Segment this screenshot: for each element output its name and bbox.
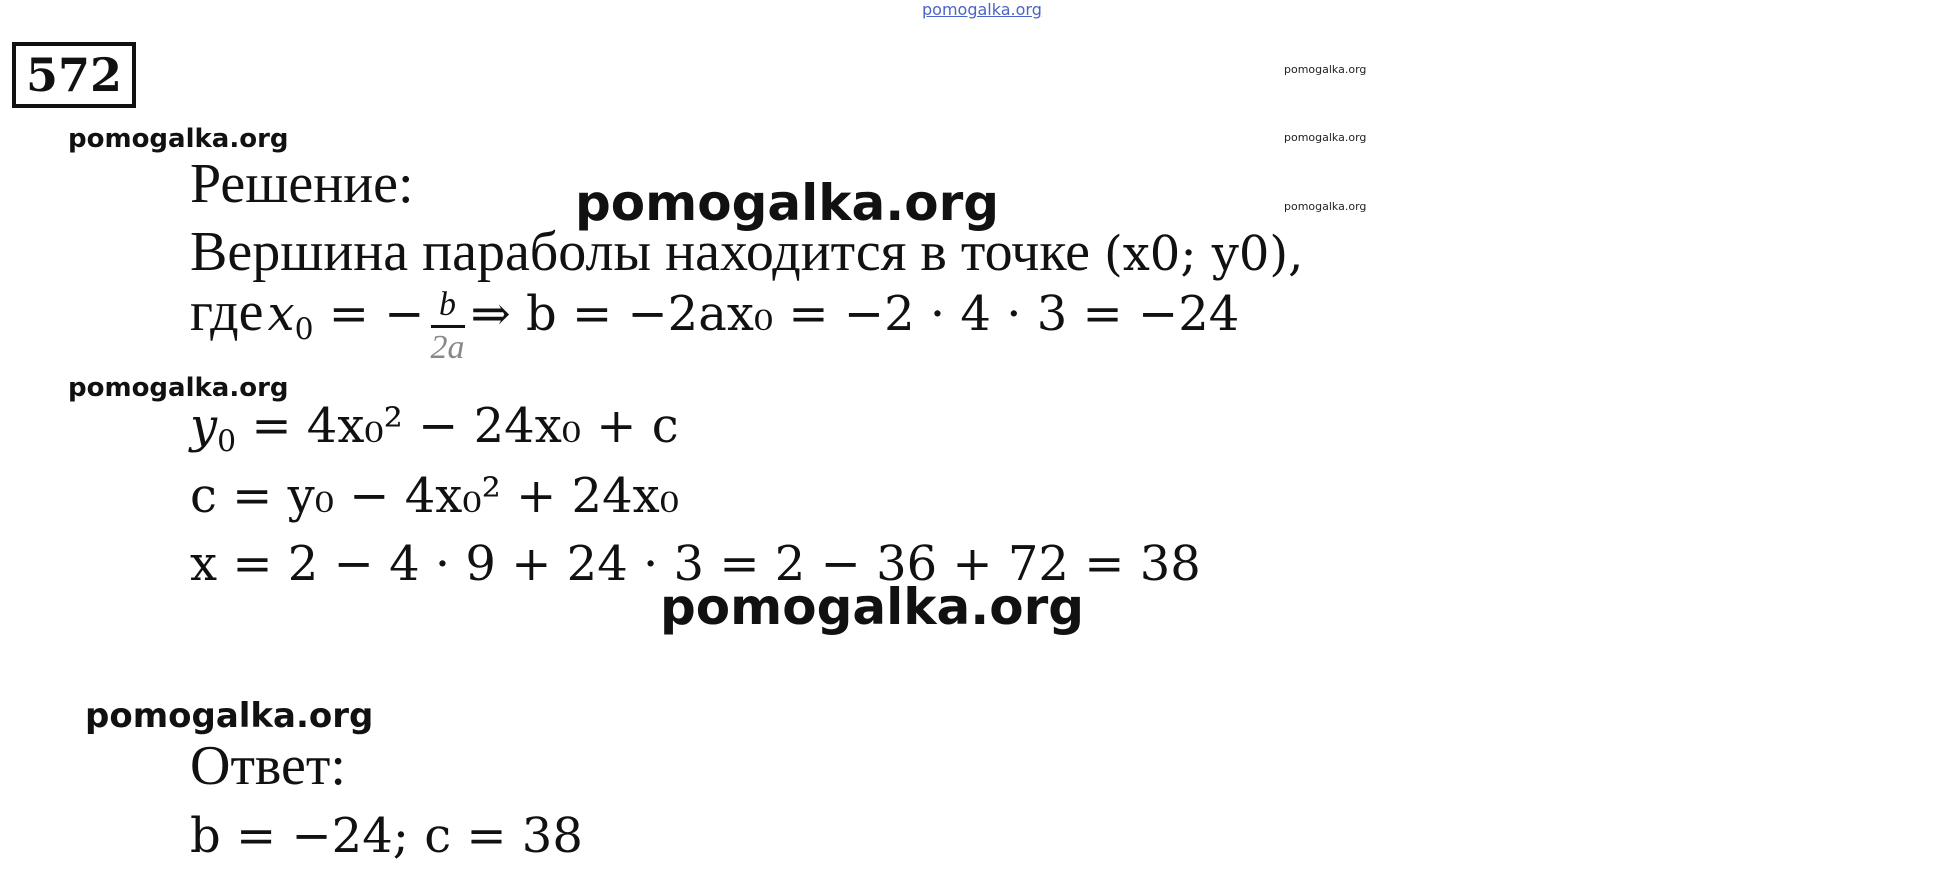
solution-heading: Решение: xyxy=(190,153,414,215)
watermark-center-1: pomogalka.org xyxy=(575,174,1000,232)
answer-value: b = −24; c = 38 xyxy=(190,808,583,864)
where-line xyxy=(190,282,1239,368)
c-equation: c = y₀ − 4x₀² + 24x₀ xyxy=(190,468,679,524)
watermark-left-1: pomogalka.org xyxy=(68,124,289,154)
top-watermark-link[interactable]: pomogalka.org xyxy=(922,0,1042,19)
x0-math: $x_0$ = − xyxy=(267,286,425,348)
fraction-denominator: 2a xyxy=(430,328,465,366)
y0-equation: $y_0 = 4x_0^2 - 24x_0 + c$ xyxy=(190,398,679,460)
vertex-line xyxy=(190,222,1303,284)
fraction-numerator: b xyxy=(431,285,465,328)
watermark-center-2: pomogalka.org xyxy=(660,578,1085,636)
where-prefix: где xyxy=(190,281,264,343)
watermark-left-3: pomogalka.org xyxy=(85,696,374,736)
answer-heading: Ответ: xyxy=(190,735,346,797)
vertex-point-math: (x0; y0), xyxy=(1104,226,1304,282)
problem-number: 572 xyxy=(12,42,136,108)
watermark-small-2: pomogalka.org xyxy=(1284,131,1367,144)
x-computation: x = 2 − 4 · 9 + 24 · 3 = 2 − 36 + 72 = 38 xyxy=(190,536,1201,592)
watermark-small-3: pomogalka.org xyxy=(1284,200,1367,213)
watermark-left-2: pomogalka.org xyxy=(68,373,289,403)
b-derivation-math: ⇒ b = −2ax₀ = −2 · 4 · 3 = −24 xyxy=(470,286,1240,342)
fraction-b-over-2a xyxy=(431,285,465,368)
vertex-text: Вершина параболы находится в точке xyxy=(190,221,1104,283)
watermark-small-1: pomogalka.org xyxy=(1284,63,1367,76)
